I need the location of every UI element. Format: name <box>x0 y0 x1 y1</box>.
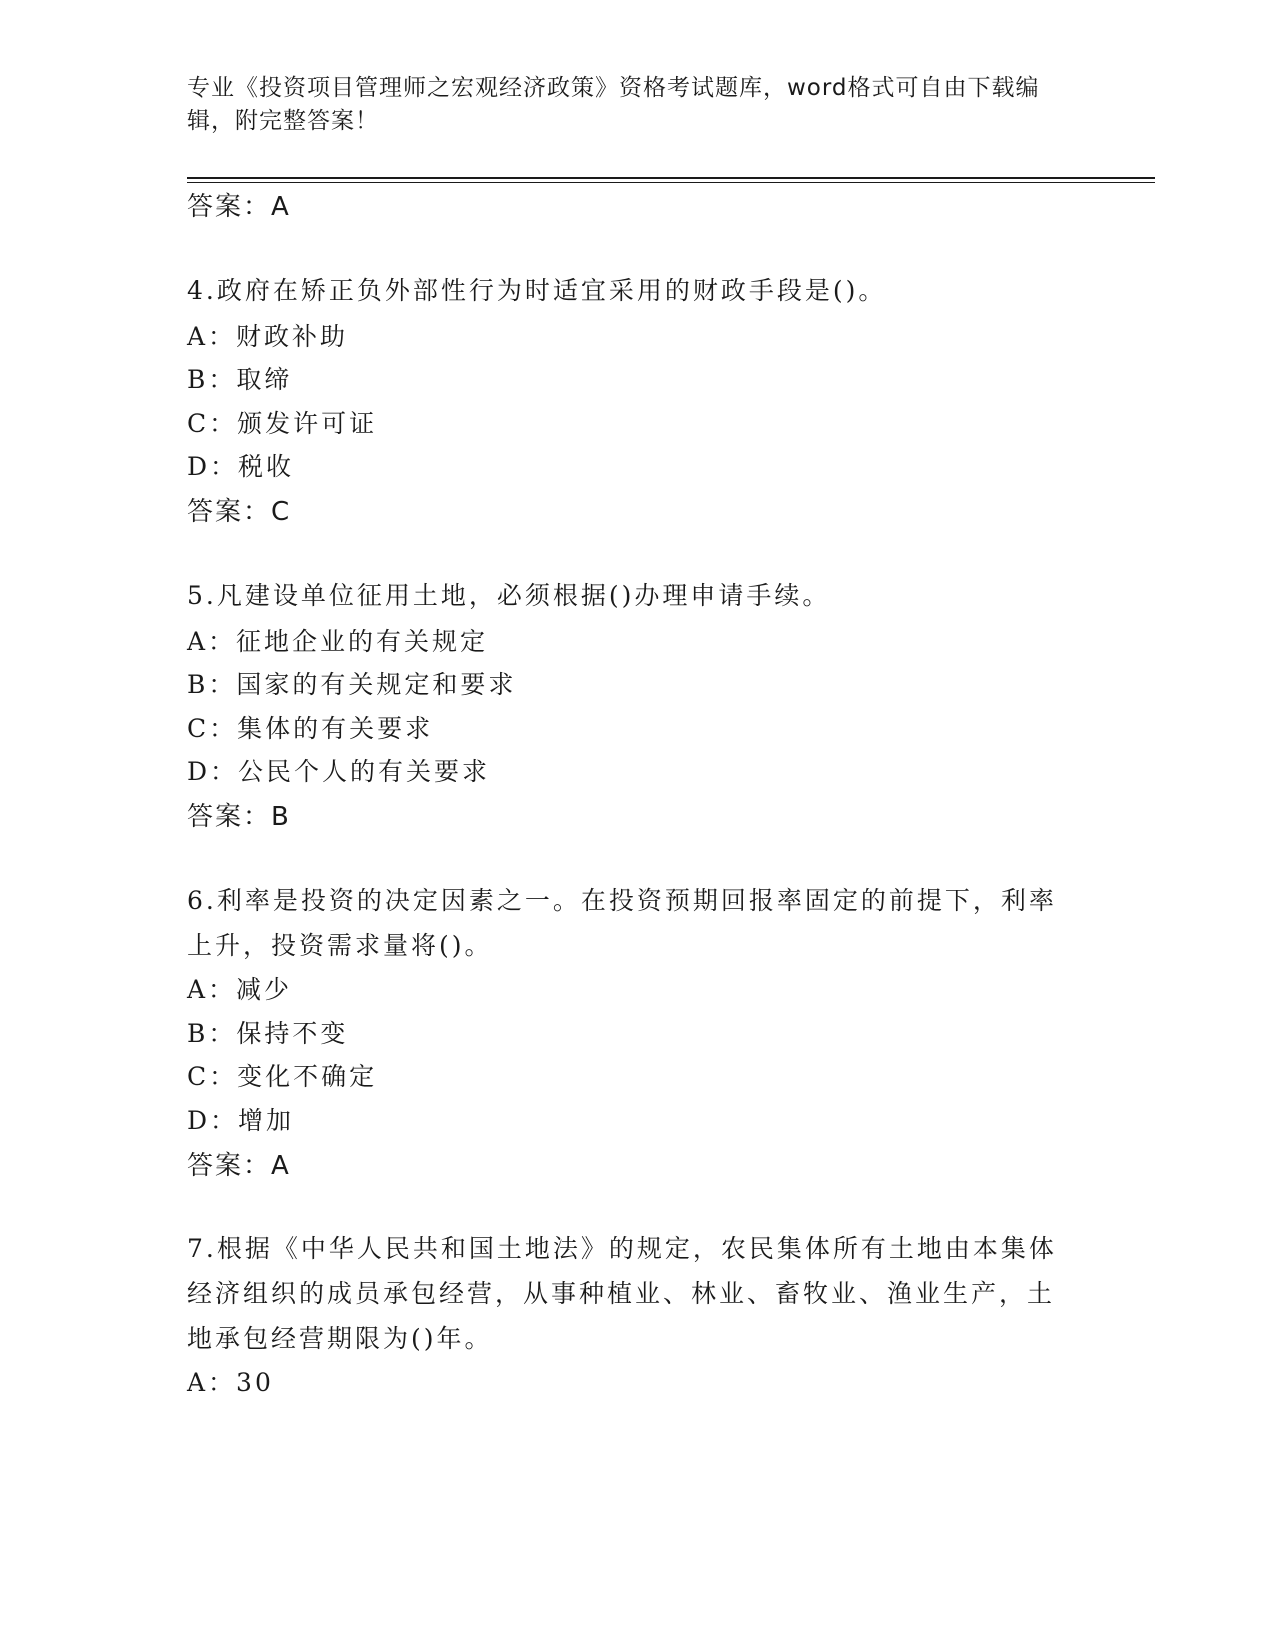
document-header: 专业《投资项目管理师之宏观经济政策》资格考试题库，word格式可自由下载编辑，附完整答案！ <box>187 75 1040 134</box>
question-5-text: 5.凡建设单位征用土地，必须根据()办理申请手续。 <box>187 581 831 610</box>
question-7-option-a: A：30 <box>187 1368 274 1397</box>
question-6-option-d: D：增加 <box>187 1106 295 1135</box>
question-4-option-d: D：税收 <box>187 452 295 481</box>
question-4-answer: 答案：C <box>187 497 292 527</box>
question-6-text: 6.利率是投资的决定因素之一。在投资预期回报率固定的前提下，利率上升，投资需求量将()。 <box>187 886 1057 960</box>
question-5-option-a: A：征地企业的有关规定 <box>187 627 489 656</box>
question-4-option-b: B：取缔 <box>187 365 293 394</box>
question-4-option-a: A：财政补助 <box>187 322 349 351</box>
question-5-option-b: B：国家的有关规定和要求 <box>187 670 517 699</box>
answer-line: 答案：A <box>187 192 291 222</box>
question-6-option-b: B：保持不变 <box>187 1019 349 1048</box>
question-4-text: 4.政府在矫正负外部性行为时适宜采用的财政手段是()。 <box>187 276 887 305</box>
question-5-option-c: C：集体的有关要求 <box>187 714 434 743</box>
question-6-answer: 答案：A <box>187 1151 291 1181</box>
question-5-answer: 答案：B <box>187 802 291 832</box>
header-divider <box>187 177 1155 179</box>
question-5-option-d: D：公民个人的有关要求 <box>187 757 491 786</box>
question-7-text: 7.根据《中华人民共和国土地法》的规定，农民集体所有土地由本集体经济组织的成员承包经营，从事种植业、林业、畜牧业、渔业生产，土地承包经营期限为()年。 <box>187 1234 1057 1353</box>
question-6-option-a: A：减少 <box>187 975 293 1004</box>
question-4-option-c: C：颁发许可证 <box>187 409 378 438</box>
question-6-option-c: C：变化不确定 <box>187 1062 378 1091</box>
header-divider-thin <box>187 182 1155 183</box>
